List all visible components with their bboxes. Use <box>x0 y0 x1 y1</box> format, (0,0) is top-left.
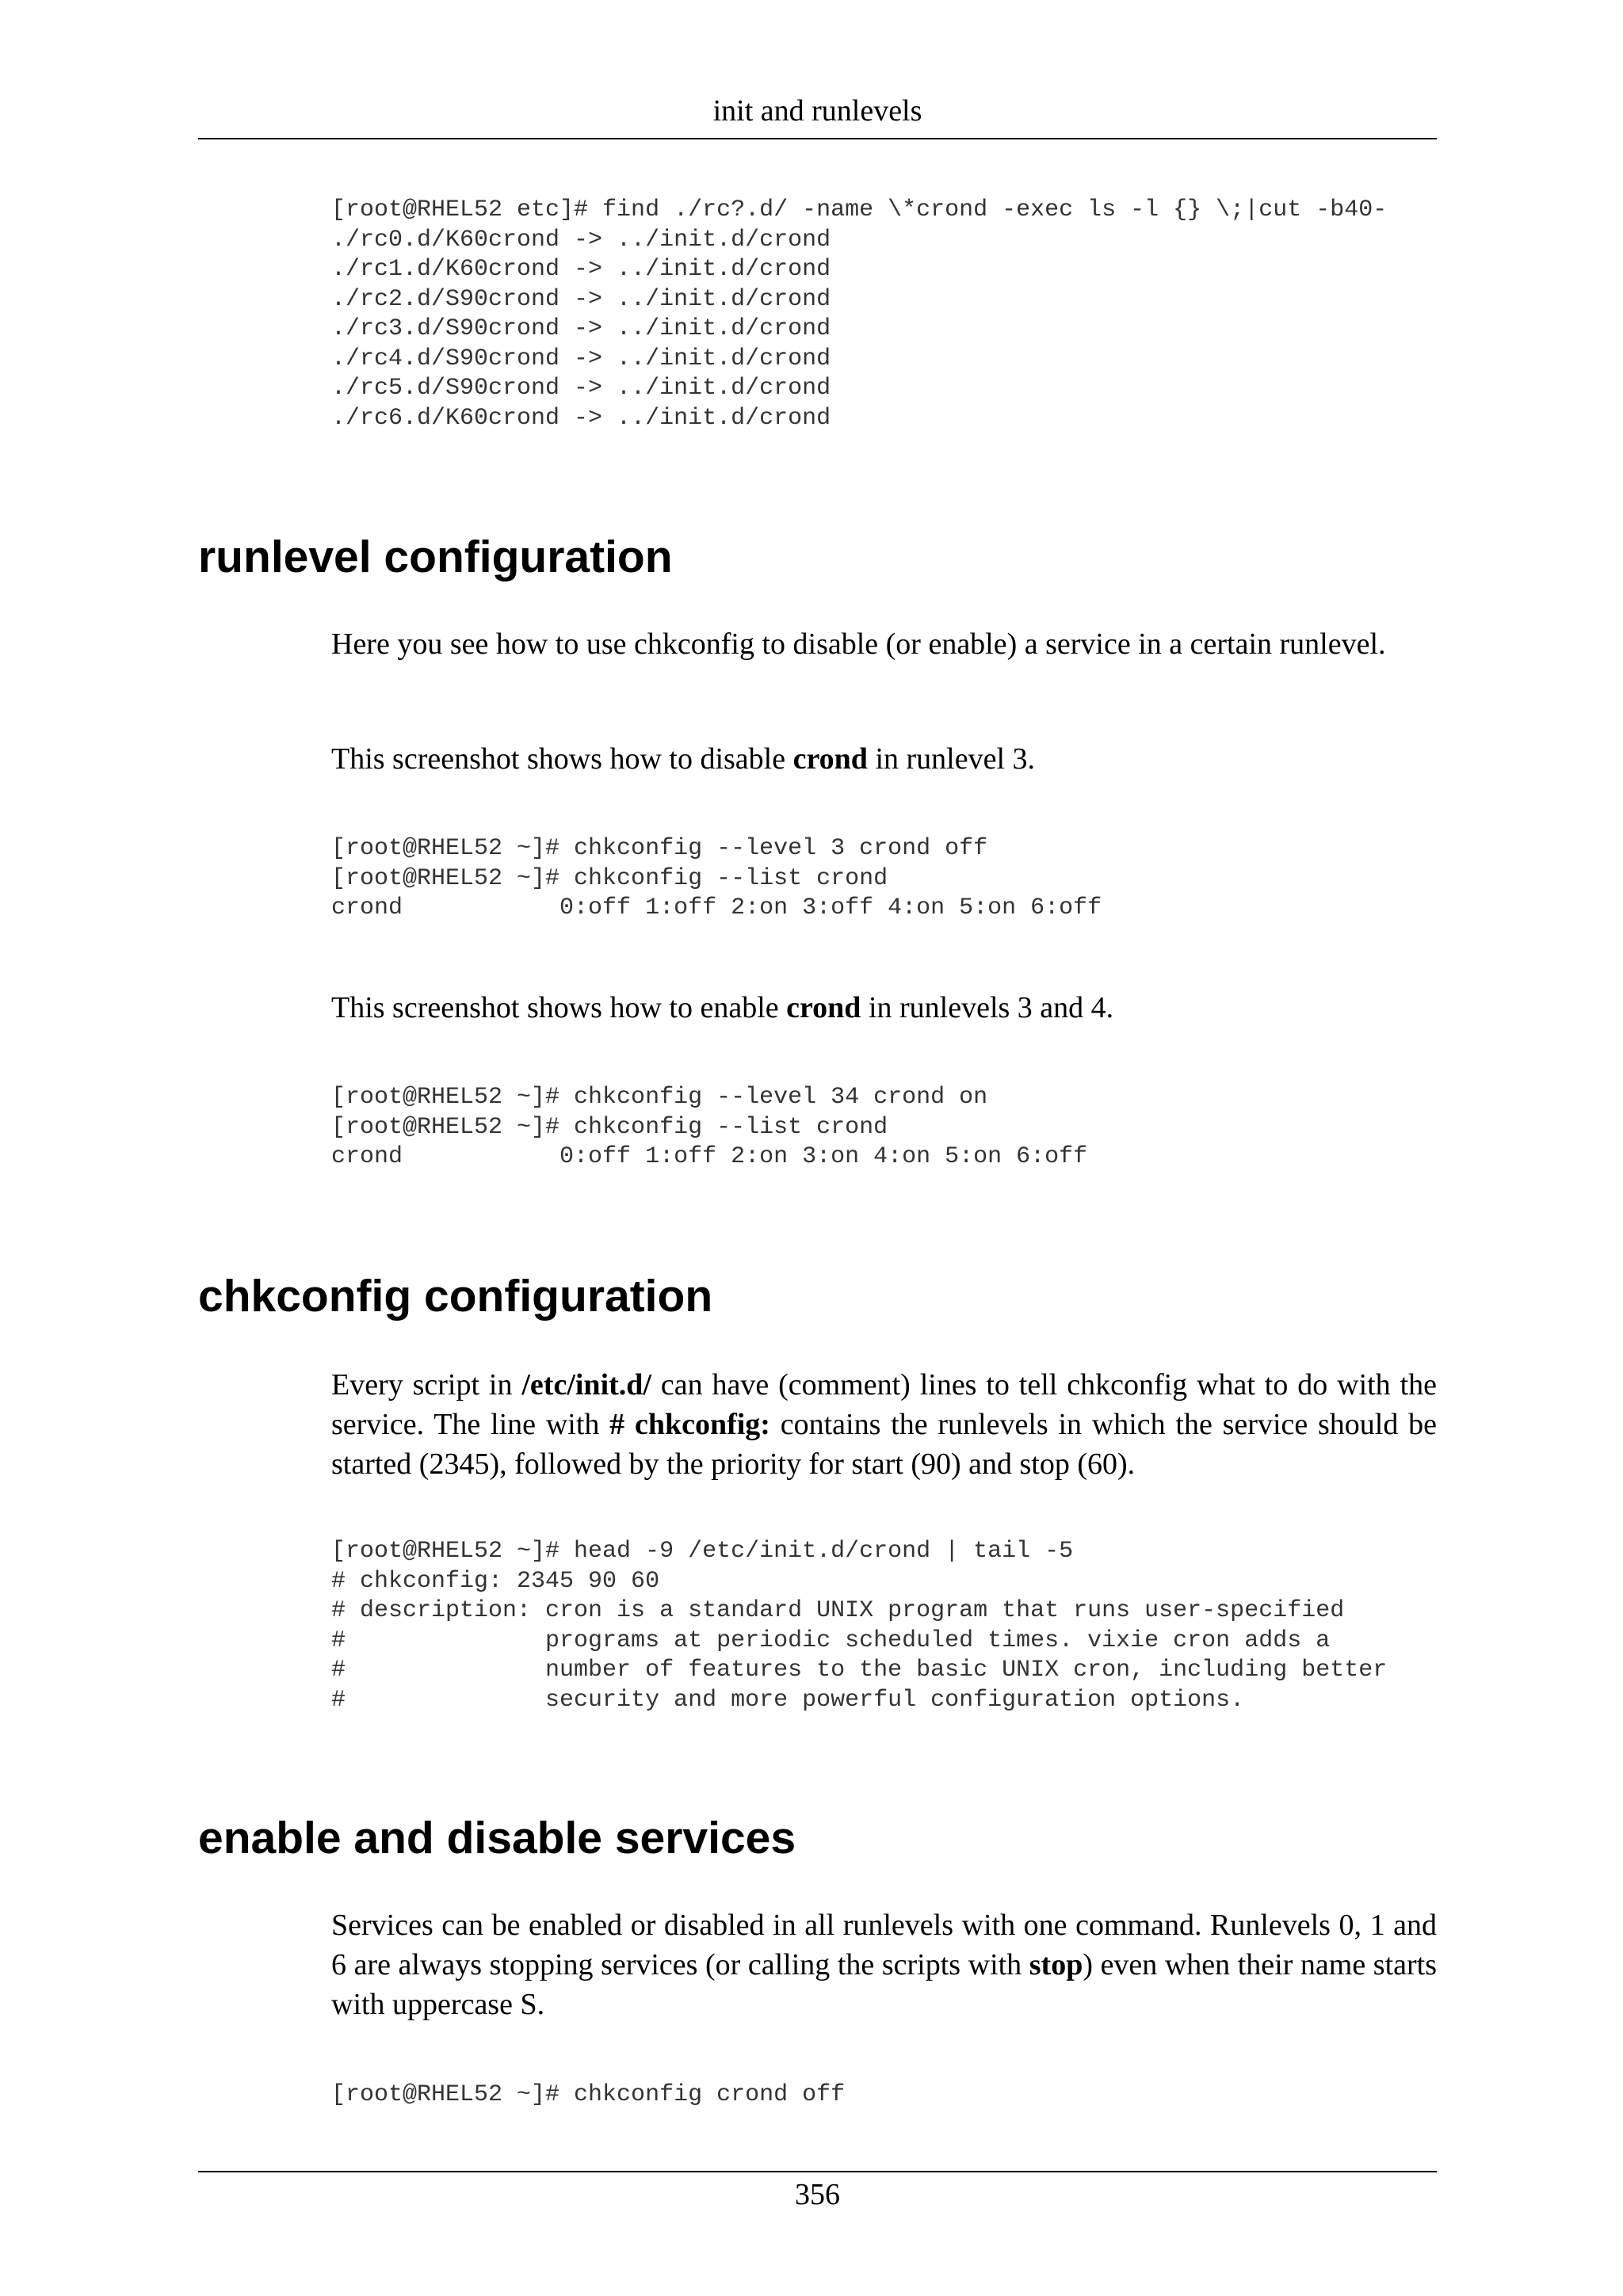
chkconfig-text-3: contains the runlevels in which the service should be started (2345), followed by the priority for start (90) and stop (60). <box>331 1408 1438 1481</box>
services-paragraph <box>331 1905 1437 2024</box>
page-header-title: init and runlevels <box>712 94 922 128</box>
chkconfig-bold-directive: # chkconfig: <box>609 1408 770 1441</box>
code-block-disable-crond: [root@RHEL52 ~]# chkconfig --level 3 crond off [root@RHEL52 ~]# chkconfig --list crond crond 0:off 1:off 2:on 3:off 4:on 5:on 6:off <box>331 835 1102 921</box>
footer-rule <box>198 2171 1437 2172</box>
enable-caption-text-end: in runlevels 3 and 4. <box>861 991 1114 1024</box>
services-bold-stop: stop <box>1029 1948 1083 1981</box>
chkconfig-paragraph <box>331 1365 1437 1484</box>
enable-caption-bold: crond <box>786 991 861 1024</box>
code-block-chkconfig-off: [root@RHEL52 ~]# chkconfig crond off <box>331 2081 846 2108</box>
chkconfig-text-2: can have (comment) lines to tell chkconfig what to do with the service. The line with <box>331 1368 1437 1441</box>
enable-caption-paragraph <box>331 988 1437 1028</box>
section-heading-chkconfig: chkconfig configuration <box>198 1271 713 1322</box>
chkconfig-text-1: Every script in <box>331 1368 522 1402</box>
section-heading-runlevel: runlevel configuration <box>198 532 673 582</box>
section-heading-services: enable and disable services <box>198 1813 796 1863</box>
services-text-1: Services can be enabled or disabled in all runlevels with one command. Runlevels 0, 1 and 6 are always stopping services (or calling the scripts with <box>331 1909 1437 1981</box>
code-block-enable-crond: [root@RHEL52 ~]# chkconfig --level 34 crond on [root@RHEL52 ~]# chkconfig --list crond crond 0:off 1:off 2:on 3:on 4:on 5:on 6:off <box>331 1084 1088 1170</box>
code-block-head-crond: [root@RHEL52 ~]# head -9 /etc/init.d/crond | tail -5 # chkconfig: 2345 90 60 # description: cron is a standard UNIX program that runs user-specified # programs at periodic scheduled times. vixie cron adds a # number of features to the basic UNIX cron, including better # security and more powerful configuration options. <box>331 1538 1388 1714</box>
disable-caption-paragraph <box>331 739 1437 779</box>
services-text-2: ) even when their name starts with uppercase S. <box>331 1948 1437 2021</box>
runlevel-intro-paragraph: Here you see how to use chkconfig to disable (or enable) a service in a certain runlevel. <box>331 627 1386 661</box>
chkconfig-bold-path: /etc/init.d/ <box>521 1368 651 1402</box>
header-rule <box>198 138 1437 139</box>
page-number: 356 <box>795 2178 840 2211</box>
disable-caption-bold: crond <box>792 742 868 776</box>
code-block-find: [root@RHEL52 etc]# find ./rc?.d/ -name \*crond -exec ls -l {} \;|cut -b40- ./rc0.d/K60crond -> ../init.d/crond ./rc1.d/K60crond -> ../init.d/crond ./rc2.d/S90crond -> ../init.d/crond ./rc3.d/S90crond -> ../init.d/crond ./rc4.d/S90crond -> ../init.d/crond ./rc5.d/S90crond -> ../init.d/crond ./rc6.d/K60crond -> ../init.d/crond <box>331 196 1388 432</box>
disable-caption-text: This screenshot shows how to disable <box>331 742 793 776</box>
disable-caption-text-end: in runlevel 3. <box>867 742 1035 776</box>
enable-caption-text: This screenshot shows how to enable <box>331 991 787 1024</box>
